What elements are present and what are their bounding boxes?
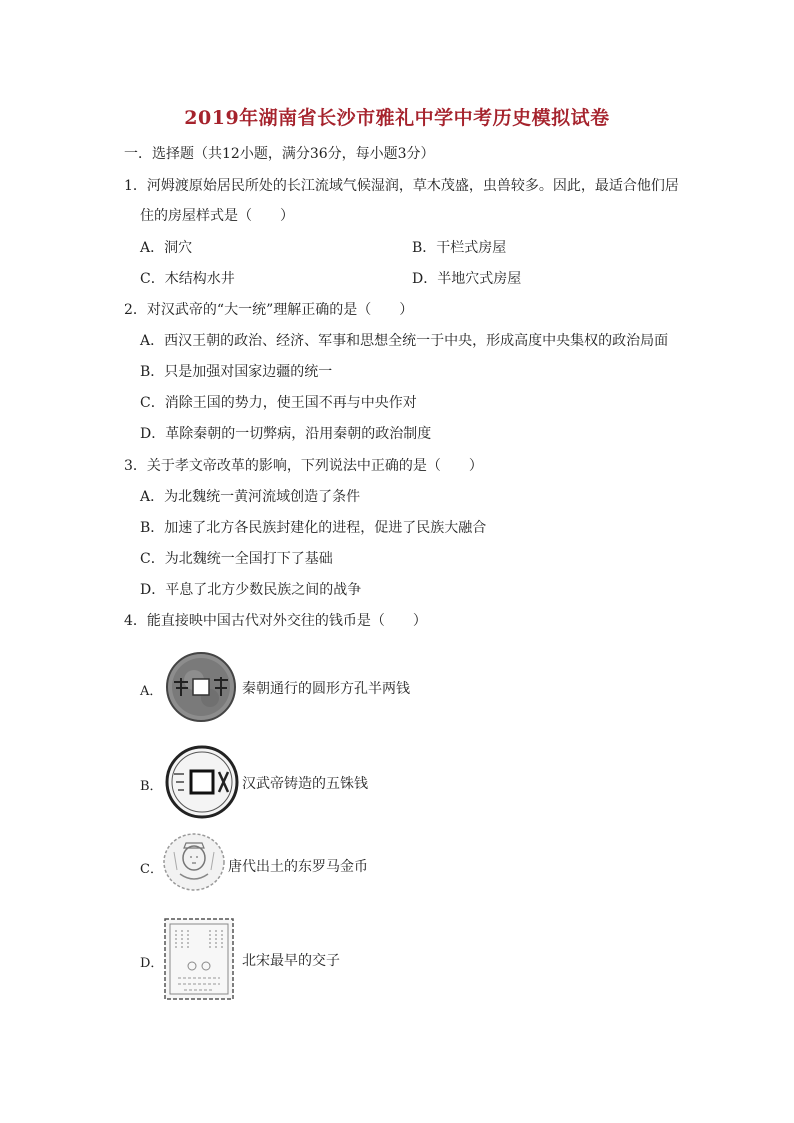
q1-option-c: C．木结构水井: [140, 271, 235, 287]
q4-option-b-caption: 汉武帝铸造的五铢钱: [242, 776, 368, 792]
q4-option-a-letter: A．: [140, 684, 163, 699]
wu-zhu-coin-image: [164, 744, 240, 820]
q1-option-b: B．干栏式房屋: [412, 240, 507, 256]
q2-option-b: B．只是加强对国家边疆的统一: [140, 364, 333, 380]
question-1-line-1: 1．河姆渡原始居民所处的长江流域气候湿润，草木茂盛，虫兽较多。因此，最适合他们居: [124, 178, 679, 194]
ban-liang-coin-image: [164, 650, 238, 724]
q1-option-a: A．洞穴: [140, 240, 193, 256]
question-3-stem: 3．关于孝文帝改革的影响，下列说法中正确的是（ ）: [124, 458, 483, 474]
section-heading: 一．选择题（共12小题，满分36分，每小题3分）: [124, 146, 435, 162]
q3-option-a: A．为北魏统一黄河流域创造了条件: [140, 489, 361, 505]
question-2-stem: 2．对汉武帝的“大一统”理解正确的是（ ）: [124, 302, 414, 318]
page-title: 2019年湖南省长沙市雅礼中学中考历史模拟试卷: [184, 107, 610, 129]
q2-option-c: C．消除王国的势力，使王国不再与中央作对: [140, 395, 417, 411]
q3-option-c: C．为北魏统一全国打下了基础: [140, 551, 333, 567]
q4-option-c-caption: 唐代出土的东罗马金币: [228, 859, 368, 875]
q4-option-d-letter: D．: [140, 956, 164, 971]
q4-option-d-caption: 北宋最早的交子: [242, 953, 340, 969]
q1-option-d: D．半地穴式房屋: [412, 271, 522, 287]
jiaozi-banknote-image: [162, 916, 236, 1002]
question-1-line-2: 住的房屋样式是（ ）: [140, 208, 294, 224]
q3-option-b: B．加速了北方各民族封建化的进程，促进了民族大融合: [140, 520, 487, 536]
byzantine-gold-coin-image: [162, 832, 226, 892]
q4-option-a-caption: 秦朝通行的圆形方孔半两钱: [242, 681, 410, 697]
q4-option-b-letter: B．: [140, 779, 163, 794]
question-4-stem: 4．能直接映中国古代对外交往的钱币是（ ）: [124, 613, 427, 629]
q3-option-d: D．平息了北方少数民族之间的战争: [140, 582, 362, 598]
q4-option-c-letter: C．: [140, 862, 163, 877]
q2-option-d: D．革除秦朝的一切弊病，沿用秦朝的政治制度: [140, 426, 432, 442]
q2-option-a: A．西汉王朝的政治、经济、军事和思想全统一于中央，形成高度中央集权的政治局面: [140, 333, 669, 349]
